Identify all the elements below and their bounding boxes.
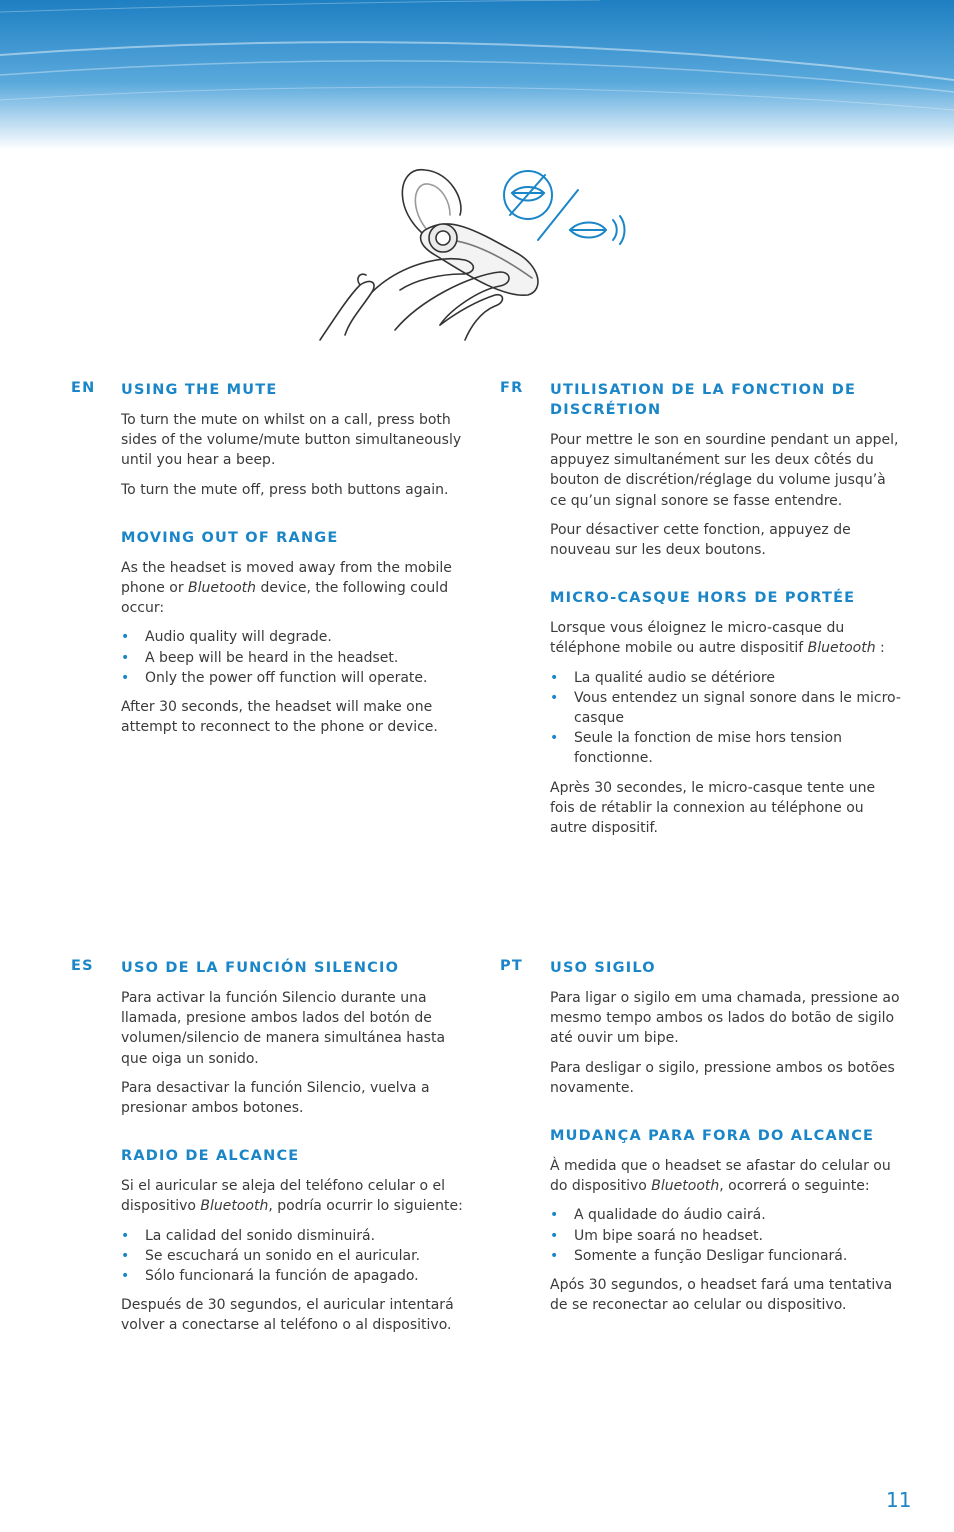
bullet-list [121, 627, 473, 688]
heading-out-of-range: MOVING OUT OF RANGE [121, 529, 339, 546]
list-item: • La qualité audio se détériore [550, 668, 902, 688]
paragraph: Si el auricular se aleja del teléfono celular o el dispositivo Bluetooth, podría ocurrir lo siguiente: [121, 1178, 463, 1215]
lang-code-pt: PT [500, 958, 523, 974]
lang-code-es: ES [71, 958, 94, 974]
paragraph: Lorsque vous éloignez le micro-casque du téléphone mobile ou autre dispositif Bluetooth : [550, 620, 885, 657]
headset-mute-illustration [300, 160, 640, 365]
bullet-list [121, 1226, 473, 1287]
paragraph: Para activar la función Silencio durante una llamada, presione ambos lados del botón de volumen/silencio de manera simultánea hasta que oiga un sonido. [121, 990, 446, 1067]
list-item: • Somente a função Desligar funcionará. [550, 1246, 902, 1266]
paragraph: Pour mettre le son en sourdine pendant un appel, appuyez simultanément sur les deux côtés du bouton de discrétion/réglage du volume jusqu’à ce qu’un signal sonore se fasse entendre. [550, 432, 899, 509]
list-item: • A beep will be heard in the headset. [121, 648, 473, 668]
heading-utilisation-discretion: UTILISATION DE LA FONCTION DE DISCRÉTION [550, 382, 857, 418]
heading-uso-silencio: USO DE LA FUNCIÓN SILENCIO [121, 960, 400, 976]
page-number: 11 [886, 1488, 912, 1512]
paragraph: Après 30 secondes, le micro-casque tente une fois de rétablir la connexion au téléphone ou autre dispositif. [550, 779, 876, 837]
paragraph: Pour désactiver cette fonction, appuyez de nouveau sur les deux boutons. [550, 521, 851, 559]
list-item: • Vous entendez un signal sonore dans le micro-casque [550, 688, 902, 728]
paragraph: After 30 seconds, the headset will make one attempt to reconnect to the phone or device. [121, 699, 438, 736]
paragraph: To turn the mute on whilst on a call, press both sides of the volume/mute button simultaneously until you hear a beep. [121, 412, 462, 469]
list-item: • Seule la fonction de mise hors tension fonctionne. [550, 728, 902, 768]
paragraph: Para desactivar la función Silencio, vuelva a presionar ambos botones. [121, 1079, 430, 1117]
paragraph: À medida que o headset se afastar do celular ou do dispositivo Bluetooth, ocorrerá o seguinte: [550, 1158, 891, 1195]
paragraph: Para desligar o sigilo, pressione ambos os botões novamente. [550, 1059, 895, 1096]
lang-code-en: EN [71, 380, 96, 396]
header-banner [0, 0, 954, 150]
heading-radio-alcance: RADIO DE ALCANCE [121, 1148, 300, 1165]
paragraph: To turn the mute off, press both buttons again. [121, 481, 449, 498]
paragraph: Após 30 segundos, o headset fará uma tentativa de se reconectar ao celular ou dispositivo. [550, 1277, 893, 1314]
paragraph: Para ligar o sigilo em uma chamada, pressione ao mesmo tempo ambos os lados do botão de sigilo até ouvir um bipe. [550, 990, 900, 1047]
list-item: • A qualidade do áudio cairá. [550, 1205, 902, 1225]
lang-code-fr: FR [500, 380, 524, 396]
heading-fora-do-alcance: MUDANÇA PARA FORA DO ALCANCE [550, 1128, 875, 1145]
list-item: • Audio quality will degrade. [121, 627, 473, 647]
list-item: • Se escuchará un sonido en el auricular. [121, 1246, 473, 1266]
paragraph: Después de 30 segundos, el auricular intentará volver a conectarse al teléfono o al dispositivo. [121, 1297, 454, 1334]
heading-uso-sigilo: USO SIGILO [550, 960, 656, 976]
heading-using-mute: USING THE MUTE [121, 382, 278, 398]
paragraph: As the headset is moved away from the mobile phone or Bluetooth device, the following could occur: [121, 559, 452, 617]
list-item: • Only the power off function will operate. [121, 668, 473, 688]
heading-hors-de-portee: MICRO-CASQUE HORS DE PORTÉE [550, 590, 856, 607]
list-item: • Sólo funcionará la función de apagado. [121, 1266, 473, 1286]
list-item: • La calidad del sonido disminuirá. [121, 1226, 473, 1246]
bullet-list [550, 668, 902, 769]
list-item: • Um bipe soará no headset. [550, 1226, 902, 1246]
bullet-list [550, 1205, 902, 1266]
